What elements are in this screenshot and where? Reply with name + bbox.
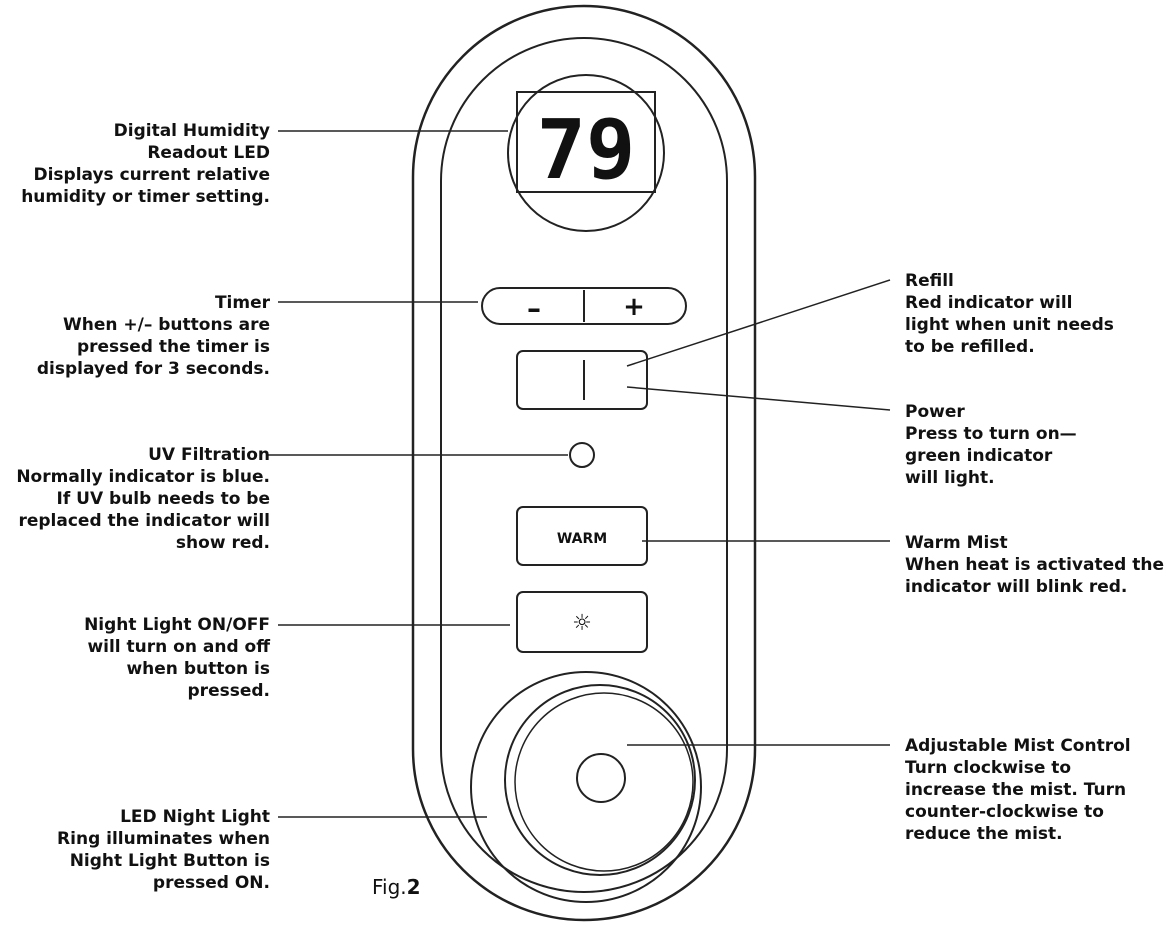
callout-humidity-title: Digital Humidity [113,121,270,141]
callout-refill-line: Red indicator will [905,293,1073,313]
power-button[interactable] [517,351,647,409]
callout-mist-control-title: Adjustable Mist Control [905,736,1131,756]
callout-night-light-button [84,614,270,702]
figure-number: 2 [406,875,421,899]
callout-uv-line: Normally indicator is blue. [16,467,270,487]
callout-led-ring-line: Ring illuminates when [57,829,270,849]
callout-refill-title: Refill [905,271,954,291]
callout-refill-line: light when unit needs [905,315,1114,335]
callout-power-title: Power [905,402,965,422]
callout-warm-mist [905,532,1164,598]
callout-night-button-title: Night Light ON/OFF [84,615,270,635]
timer-minus-button[interactable]: – [527,292,541,325]
callout-warm-mist-title: Warm Mist [905,533,1008,553]
callout-mist-control [905,735,1131,845]
callout-night-button-line: pressed. [187,681,270,701]
callout-mist-control-line: Turn clockwise to [905,758,1072,778]
callout-uv-line: replaced the indicator will [18,511,270,531]
timer-buttons [482,288,686,325]
callout-timer-title: Timer [214,293,270,313]
callout-led-ring-line: pressed ON. [152,873,270,893]
callout-humidity-line: Displays current relative [33,165,270,185]
callout-refill-line: to be refilled. [905,337,1035,357]
callout-warm-mist-line: indicator will blink red. [905,577,1128,597]
callout-mist-control-line: reduce the mist. [905,824,1063,844]
callout-timer [37,292,270,380]
callout-power-line: will light. [905,468,995,488]
callout-uv-line: If UV bulb needs to be [56,489,270,509]
timer-plus-button[interactable]: + [623,292,645,322]
callout-uv-title: UV Filtration [148,445,270,465]
callout-warm-mist-line: When heat is activated the [905,555,1164,575]
callout-refill [905,270,1114,358]
callout-power [905,401,1077,489]
callout-night-button-line: when button is [126,659,270,679]
leader-lines [268,131,890,817]
callout-humidity-line: humidity or timer setting. [21,187,270,207]
callout-night-button-line: will turn on and off [87,637,270,657]
callout-power-line: green indicator [905,446,1053,466]
callout-mist-control-line: increase the mist. Turn [905,780,1127,800]
callout-timer-line: displayed for 3 seconds. [36,359,270,379]
mist-control-center [577,754,625,802]
mist-control-knob-rim [515,693,693,871]
warm-button-label: WARM [556,531,608,547]
callout-humidity-line: Readout LED [147,143,270,163]
callout-led-ring [57,806,270,894]
mist-control-knob[interactable] [505,685,695,875]
figure-prefix: Fig. [372,875,407,899]
callout-power-line: Press to turn on— [905,424,1077,444]
callout-led-ring-line: Night Light Button is [69,851,270,871]
callout-humidity [21,120,270,208]
callout-mist-control-line: counter-clockwise to [905,802,1104,822]
callout-timer-line: When +/– buttons are [62,315,270,335]
uv-indicator [570,443,594,467]
callout-uv-line: show red. [175,533,270,553]
callout-uv [16,444,270,554]
humidity-readout: 79 [536,103,636,198]
callout-timer-line: pressed the timer is [76,337,270,357]
night-light-sun-icon: ☼ [572,611,592,636]
figure-caption [372,875,421,899]
callout-led-ring-title: LED Night Light [120,807,270,827]
